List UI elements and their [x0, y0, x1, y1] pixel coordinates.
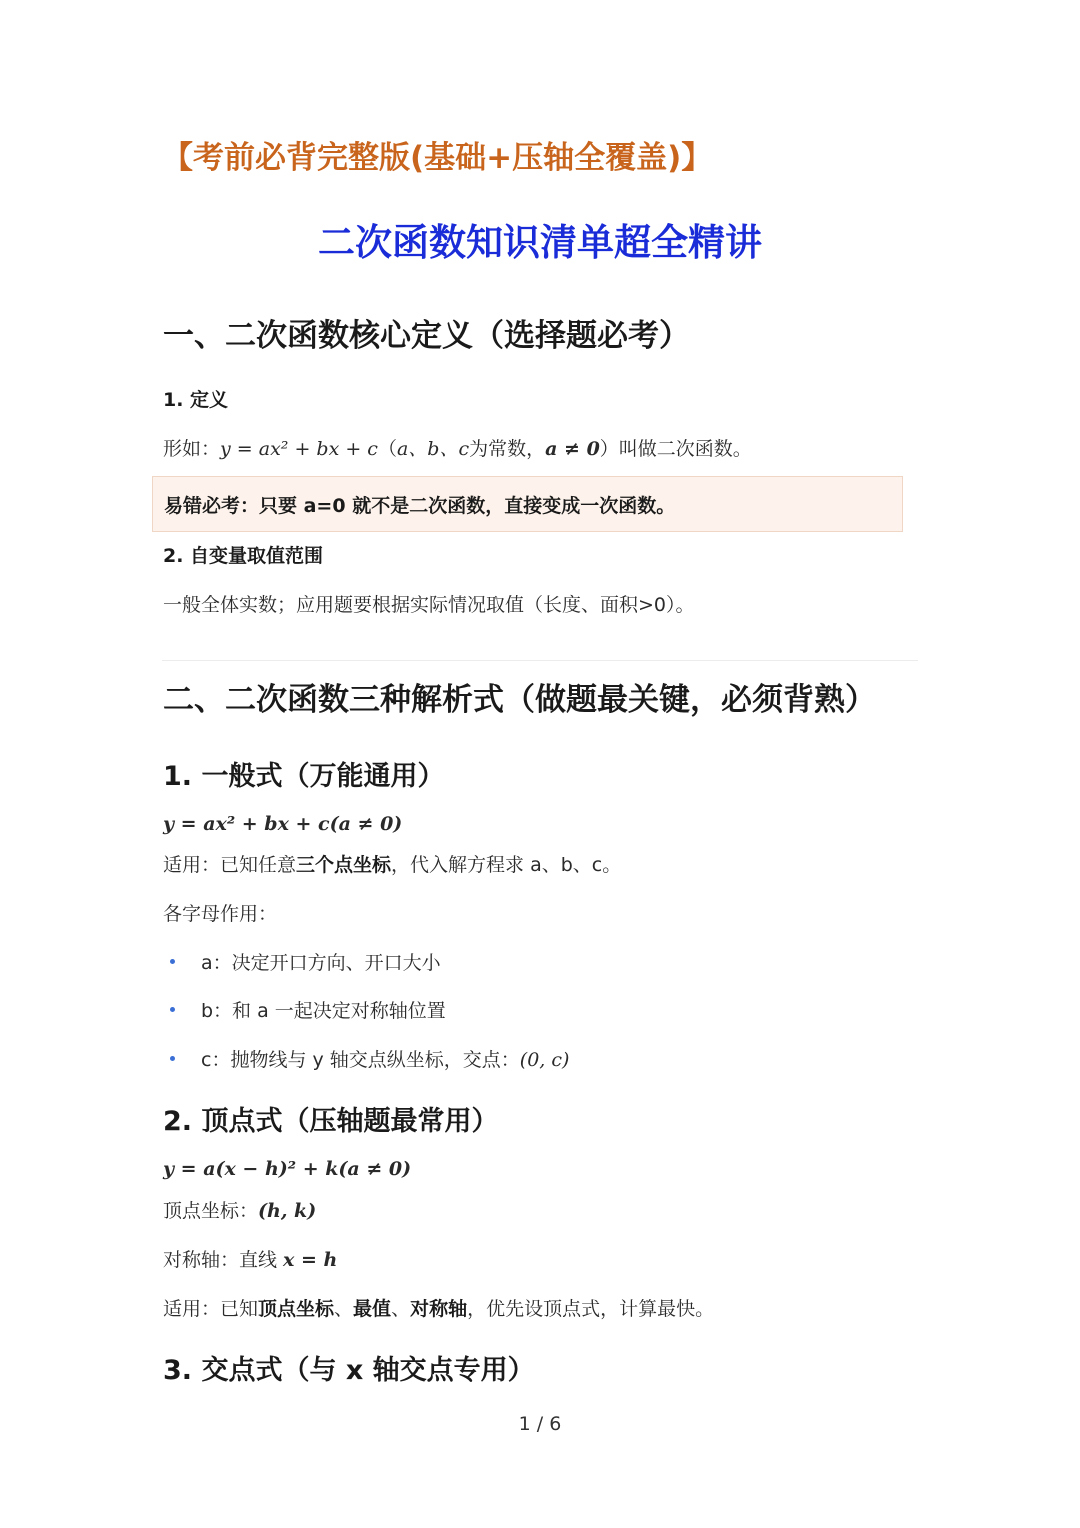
vertex-form-heading: 2. 顶点式（压轴题最常用）: [163, 1106, 499, 1137]
intercept-form-heading: 3. 交点式（与 x 轴交点专用）: [163, 1355, 535, 1386]
bullet-item-c-text: c：抛物线与 y 轴交点纵坐标，交点：: [201, 1049, 520, 1071]
bullet-dot: [170, 1007, 175, 1012]
document-title: 二次函数知识清单超全精讲: [318, 221, 762, 264]
vertex-apply-keyword-3: 对称轴: [410, 1298, 468, 1320]
general-form-formula: y = ax² + bx + c(a ≠ 0): [163, 813, 403, 835]
vertex-apply-prefix: 适用：已知: [163, 1298, 259, 1320]
vertex-coordinate-line: [163, 1196, 316, 1223]
definition-paren-open: （: [377, 438, 397, 460]
vertex-apply-keyword-1: 顶点坐标: [258, 1298, 335, 1320]
section2-heading: 二、二次函数三种解析式（做题最关键，必须背熟）: [163, 682, 876, 718]
bullet-item-c-math: (0, c): [519, 1049, 570, 1071]
bullet-item-b: b：和 a 一起决定对称轴位置: [201, 1000, 446, 1022]
general-apply-suffix: ，代入解方程求 a、b、c。: [391, 854, 622, 876]
vertex-apply: [163, 1294, 714, 1321]
vertex-apply-sep-1: 、: [334, 1298, 354, 1320]
banner: 【考前必背完整版(基础+压轴全覆盖)】: [162, 140, 713, 176]
definition-prefix: 形如：: [163, 438, 221, 460]
vertex-math: (h, k): [258, 1200, 317, 1222]
vertex-apply-suffix: ，优先设顶点式，计算最快。: [467, 1298, 715, 1320]
definition-mid: 为常数，: [469, 438, 546, 460]
definition-line: [163, 434, 752, 461]
axis-line: [163, 1245, 337, 1272]
vertex-apply-sep-2: 、: [391, 1298, 411, 1320]
definition-vars: a、b、c: [396, 438, 470, 460]
bullet-dot: [170, 1056, 175, 1061]
page-number: 1 / 6: [518, 1413, 562, 1435]
section1-heading: 一、二次函数核心定义（选择题必考）: [163, 318, 690, 354]
warning-callout: [152, 476, 903, 532]
vertex-label: 顶点坐标：: [163, 1200, 259, 1222]
bullet-item-c: [201, 1045, 569, 1072]
section-divider: [162, 660, 918, 661]
axis-math: x = h: [283, 1249, 338, 1271]
general-form-apply: [163, 850, 621, 877]
general-apply-prefix: 适用：已知任意: [163, 854, 297, 876]
general-form-heading: 1. 一般式（万能通用）: [163, 761, 445, 792]
section1-sub1-heading: 1. 定义: [163, 389, 229, 411]
bullet-dot: [170, 959, 175, 964]
bullet-item-a: a：决定开口方向、开口大小: [201, 952, 441, 974]
general-apply-keyword: 三个点坐标: [296, 854, 392, 876]
warning-callout-text: 易错必考：只要 a=0 就不是二次函数，直接变成一次函数。: [164, 495, 676, 517]
definition-condition: a ≠ 0: [545, 438, 600, 460]
definition-formula: y = ax² + bx + c: [220, 438, 378, 460]
letters-label: 各字母作用：: [163, 903, 278, 925]
section1-sub2-heading: 2. 自变量取值范围: [163, 545, 324, 567]
definition-suffix: ）叫做二次函数。: [599, 438, 752, 460]
vertex-apply-keyword-2: 最值: [353, 1298, 392, 1320]
axis-label: 对称轴：直线: [163, 1249, 284, 1271]
range-text: 一般全体实数；应用题要根据实际情况取值（长度、面积>0）。: [163, 594, 695, 616]
vertex-form-formula: y = a(x − h)² + k(a ≠ 0): [163, 1158, 412, 1180]
